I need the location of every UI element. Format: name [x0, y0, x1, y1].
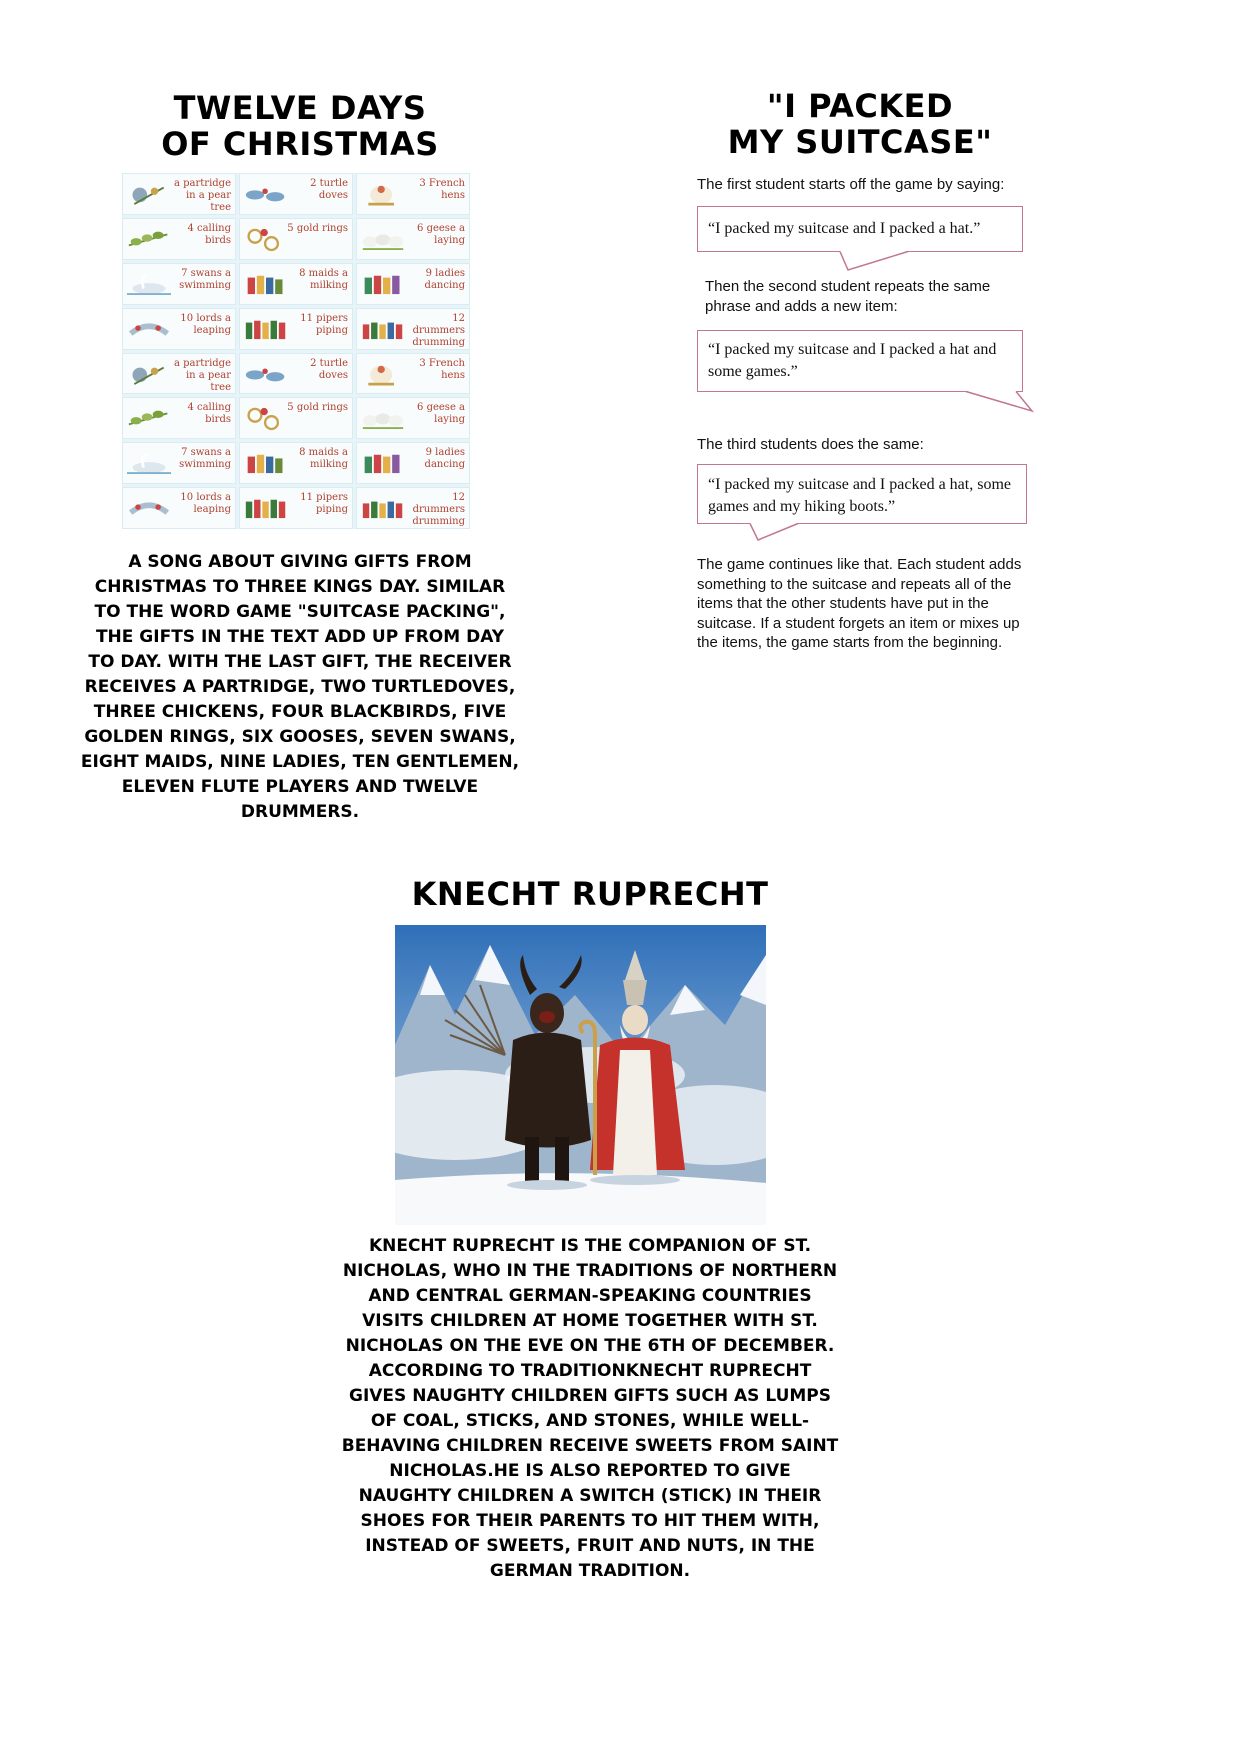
ladies-icon [361, 448, 405, 478]
swans-icon [127, 448, 171, 478]
gift-cell [239, 397, 353, 439]
gift-caption: 11 pipers piping [300, 312, 348, 336]
knecht-ruprecht-title: KNECHT RUPRECHT [411, 875, 769, 913]
suitcase-title-line2: MY SUITCASE" [727, 123, 993, 161]
suitcase-title-line1: "I PACKED [766, 87, 954, 125]
gift-cell [122, 397, 236, 439]
gift-cell [122, 487, 236, 529]
gift-cell [356, 442, 470, 484]
speech-bubble-1 [697, 206, 1023, 252]
maids-icon [244, 269, 288, 299]
pipers-icon [244, 314, 288, 344]
gift-cell [356, 487, 470, 529]
suitcase-continues: The game continues like that. Each student adds something to the suitcase and repeats all of the items that the other students have put in the suitcase. If a student forgets an item or mixes up the items, the game starts from the beginning. [697, 556, 1022, 651]
gift-caption: 6 geese a laying [417, 222, 465, 246]
doves-icon [244, 359, 288, 389]
gift-cell [122, 308, 236, 350]
geese-icon [361, 224, 405, 254]
gift-caption: 2 turtle doves [310, 357, 348, 381]
pipers-icon [244, 493, 288, 523]
gift-caption: 7 swans a swimming [179, 267, 231, 291]
gift-caption: 3 French hens [419, 178, 465, 201]
doves-icon [244, 179, 288, 209]
partridge-icon [127, 359, 171, 389]
gift-caption: 8 maids a milking [299, 267, 348, 291]
suitcase-third: The third students does the same: [697, 436, 924, 453]
twelve-days-title [90, 90, 510, 162]
lords-icon [127, 314, 171, 344]
twelve-days-title-line2: OF CHRISTMAS [161, 125, 439, 163]
speech-bubble-2 [697, 330, 1023, 392]
drummers-icon [361, 314, 405, 344]
birds-icon [127, 403, 171, 433]
drummers-icon [361, 493, 405, 523]
gift-cell [356, 397, 470, 439]
gift-caption: 8 maids a milking [299, 447, 348, 471]
speech-tail-icon [748, 522, 808, 542]
gift-caption: 10 lords a leaping [180, 492, 231, 516]
speech-tail-icon [956, 390, 1036, 414]
gift-caption: 2 turtle doves [310, 178, 348, 201]
gift-caption: a partridge in a pear tree [173, 178, 231, 213]
gift-caption: 9 ladies dancing [424, 267, 465, 291]
speech-bubble-3-text: “I packed my suitcase and I packed a hat, some games and my hiking boots.” [708, 476, 1011, 515]
knecht-ruprecht-photo [395, 925, 766, 1225]
speech-bubble-3 [697, 464, 1027, 524]
gift-caption: 4 calling birds [187, 402, 231, 426]
ladies-icon [361, 269, 405, 299]
gift-cell [239, 263, 353, 305]
rings-icon [244, 224, 288, 254]
knecht-ruprecht-photo-illustration [395, 925, 766, 1225]
gift-caption: 5 gold rings [287, 222, 348, 234]
hens-icon [361, 359, 405, 389]
gift-cell [239, 218, 353, 260]
gift-caption: 12 drummers drumming [412, 492, 465, 528]
gift-caption: 10 lords a leaping [180, 312, 231, 336]
twelve-days-description: A SONG ABOUT GIVING GIFTS FROM CHRISTMAS TO THREE KINGS DAY. SIMILAR TO THE WORD GAME "SUITCASE PACKING", THE GIFTS IN THE TEXT ADD UP FROM DAY TO DAY. WITH THE LAST GIFT, THE RECEIVER RECEIVES A PARTRIDGE, TWO TURTLEDOVES, THREE CHICKENS, FOUR BLACKBIRDS, FIVE GOLDEN RINGS, SIX GOOSES, SEVEN SWANS, EIGHT MAIDS, NINE LADIES, TEN GENTLEMEN, ELEVEN FLUTE PLAYERS AND TWELVE DRUMMERS. [80, 552, 520, 822]
gift-cell [239, 487, 353, 529]
gift-cell [356, 353, 470, 395]
gift-caption: 11 pipers piping [300, 492, 348, 516]
rings-icon [244, 403, 288, 433]
gift-cell [239, 442, 353, 484]
knecht-ruprecht-description: KNECHT RUPRECHT IS THE COMPANION OF ST. NICHOLAS, WHO IN THE TRADITIONS OF NORTHERN AND CENTRAL GERMAN-SPEAKING COUNTRIES VISITS CHILDREN AT HOME TOGETHER WITH ST. NICHOLAS ON THE EVE ON THE 6TH OF DECEMBER. ACCORDING TO TRADITIONKNECHT RUPRECHT GIVES NAUGHTY CHILDREN GIFTS SUCH AS LUMPS OF COAL, STICKS, AND STONES, WHILE WELL-BEHAVING CHILDREN RECEIVE SWEETS FROM SAINT NICHOLAS.HE IS ALSO REPORTED TO GIVE NAUGHTY CHILDREN A SWITCH (STICK) IN THEIR SHOES FOR THEIR PARENTS TO HIT THEM WITH, INSTEAD OF SWEETS, FRUIT AND NUTS, IN THE GERMAN TRADITION. [341, 1236, 839, 1581]
gift-cell [356, 263, 470, 305]
gift-cell [122, 218, 236, 260]
gift-caption: 5 gold rings [287, 402, 348, 414]
twelve-days-grid [122, 173, 470, 529]
suitcase-then: Then the second student repeats the same phrase and adds a new item: [705, 278, 991, 315]
gift-cell [356, 173, 470, 215]
speech-bubble-2-text: “I packed my suitcase and I packed a hat and some games.” [708, 341, 997, 380]
gift-cell [239, 308, 353, 350]
maids-icon [244, 448, 288, 478]
gift-cell [356, 308, 470, 350]
speech-bubble-1-text: “I packed my suitcase and I packed a hat.” [708, 220, 981, 237]
gift-caption: 9 ladies dancing [424, 447, 465, 471]
gift-caption: a partridge in a pear tree [173, 357, 231, 393]
gift-caption: 7 swans a swimming [179, 447, 231, 471]
partridge-icon [127, 179, 171, 209]
lords-icon [127, 493, 171, 523]
speech-tail-icon [838, 250, 918, 274]
gift-cell [122, 353, 236, 395]
gift-caption: 6 geese a laying [417, 402, 465, 426]
geese-icon [361, 403, 405, 433]
gift-caption: 12 drummers drumming [412, 312, 465, 348]
birds-icon [127, 224, 171, 254]
suitcase-title [640, 88, 1080, 160]
hens-icon [361, 179, 405, 209]
gift-cell [239, 173, 353, 215]
gift-cell [122, 263, 236, 305]
gift-caption: 3 French hens [419, 357, 465, 381]
gift-cell [122, 173, 236, 215]
gift-cell [122, 442, 236, 484]
suitcase-intro: The first student starts off the game by saying: [697, 176, 1005, 193]
gift-caption: 4 calling birds [187, 222, 231, 246]
gift-cell [356, 218, 470, 260]
gift-cell [239, 353, 353, 395]
swans-icon [127, 269, 171, 299]
twelve-days-title-line1: TWELVE DAYS [173, 89, 427, 127]
